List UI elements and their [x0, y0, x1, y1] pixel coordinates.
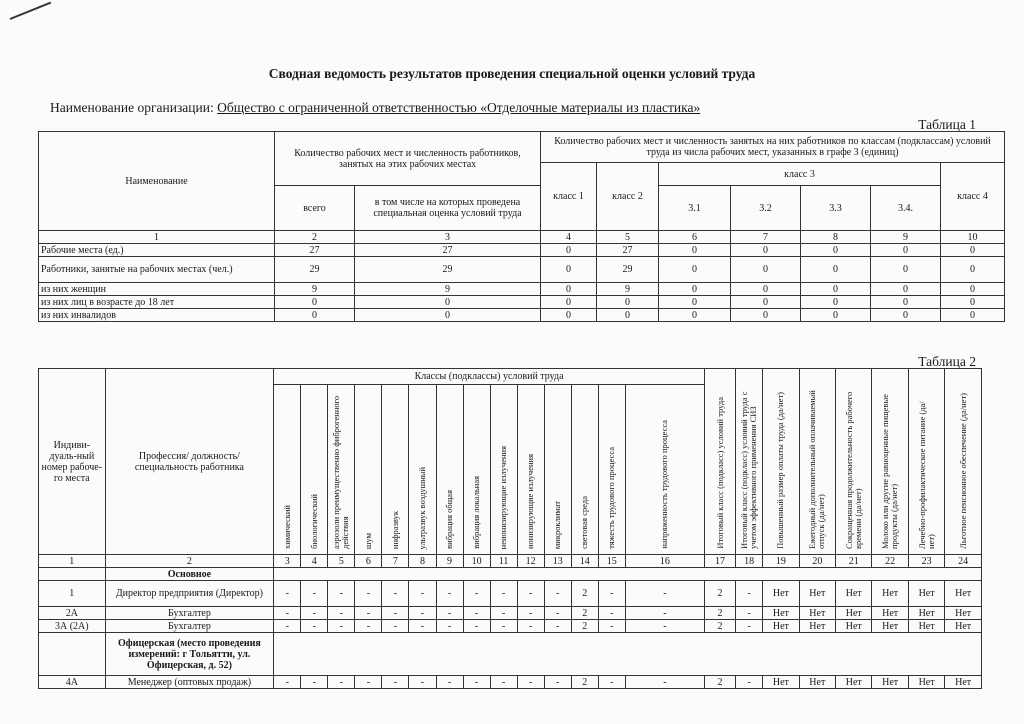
cell-value: 0	[659, 283, 731, 296]
cell-value: 0	[731, 296, 801, 309]
cell-value: Нет	[908, 620, 944, 633]
cell-value: 0	[355, 296, 541, 309]
table2-label: Таблица 2	[918, 354, 976, 369]
t1-header-total: всего	[275, 186, 355, 231]
cell-value: Нет	[908, 607, 944, 620]
cell-value: Нет	[799, 620, 835, 633]
cell-value: -	[301, 581, 328, 607]
vert-header: ионизирующие излучения	[517, 385, 544, 555]
t1-header-sub-3-2: 3.2	[731, 186, 801, 231]
cell-value: -	[328, 620, 355, 633]
cell-value: 0	[871, 296, 941, 309]
column-number: 7	[731, 231, 801, 244]
t1-header-class1: класс 1	[541, 163, 597, 231]
column-number: 3	[274, 555, 301, 568]
workplace-table	[38, 368, 982, 689]
cell-value: 0	[541, 257, 597, 283]
cell-value: -	[598, 620, 625, 633]
t2-header-id: Индиви-дуаль-ный номер рабоче-го места	[39, 369, 106, 555]
cell-value: 0	[659, 309, 731, 322]
t1-column-numbers	[39, 231, 1005, 244]
vert-header: напряженность трудового процесса	[625, 385, 704, 555]
cell-value: 0	[275, 296, 355, 309]
cell-value: -	[598, 676, 625, 689]
cell-value: 0	[801, 244, 871, 257]
cell-value: 2	[571, 607, 598, 620]
cell-value: -	[436, 581, 463, 607]
column-number: 8	[801, 231, 871, 244]
cell-value: 9	[275, 283, 355, 296]
column-number: 2	[275, 231, 355, 244]
row-label: Рабочие места (ед.)	[39, 244, 275, 257]
cell-value: 0	[659, 257, 731, 283]
cell-value: 0	[801, 296, 871, 309]
column-number: 5	[328, 555, 355, 568]
cell-value: Нет	[763, 581, 799, 607]
cell-value: 0	[941, 257, 1005, 283]
t2-column-numbers	[39, 555, 982, 568]
column-number: 1	[39, 231, 275, 244]
t2-vert-header: Повышенный размер оплаты труда (да/нет)	[763, 369, 799, 555]
t2-section-main: Основное	[105, 568, 274, 581]
cell-value: -	[463, 581, 490, 607]
cell-value: 9	[355, 283, 541, 296]
cell-value: Нет	[872, 620, 908, 633]
row-label: из них лиц в возрасте до 18 лет	[39, 296, 275, 309]
cell-value: -	[382, 676, 409, 689]
t2-vert-header: Ежегодный дополнительный оплачиваемый отпуск (да/нет)	[799, 369, 835, 555]
column-number: 17	[704, 555, 735, 568]
cell-value: -	[544, 620, 571, 633]
t1-body	[39, 244, 1005, 322]
cell-value: -	[490, 620, 517, 633]
cell-value: Нет	[945, 620, 982, 633]
column-number: 10	[941, 231, 1005, 244]
cell-value: 0	[275, 309, 355, 322]
cell-value: Нет	[836, 620, 872, 633]
cell-value: -	[544, 676, 571, 689]
cell-value: 29	[275, 257, 355, 283]
cell-value: Нет	[872, 581, 908, 607]
summary-table	[38, 131, 1005, 322]
cell-value: -	[436, 620, 463, 633]
cell-value: -	[517, 581, 544, 607]
cell-value: -	[517, 620, 544, 633]
vert-header: тяжесть трудового процесса	[598, 385, 625, 555]
cell-value: 2	[571, 676, 598, 689]
cell-value: -	[409, 581, 436, 607]
vert-header: ультразвук воздушный	[409, 385, 436, 555]
cell-value: -	[301, 620, 328, 633]
cell-value: 0	[541, 296, 597, 309]
cell-value: 0	[659, 296, 731, 309]
cell-value: 27	[597, 244, 659, 257]
organization-label: Наименование организации:	[50, 100, 214, 115]
column-number: 1	[39, 555, 106, 568]
t1-header-class2: класс 2	[597, 163, 659, 231]
cell-value: 27	[275, 244, 355, 257]
column-number: 4	[301, 555, 328, 568]
column-number: 23	[908, 555, 944, 568]
cell-value: -	[736, 607, 763, 620]
cell-value: Нет	[945, 581, 982, 607]
profession: Бухгалтер	[105, 620, 274, 633]
vert-header: инфразвук	[382, 385, 409, 555]
t1-header-class3: класс 3	[659, 163, 941, 186]
cell-value: -	[544, 607, 571, 620]
table-row	[39, 283, 1005, 296]
t1-header-class4: класс 4	[941, 163, 1005, 231]
table-row	[39, 676, 982, 689]
cell-value: Нет	[836, 607, 872, 620]
column-number: 9	[871, 231, 941, 244]
column-number: 14	[571, 555, 598, 568]
table-row	[39, 620, 982, 633]
vert-header: микроклимат	[544, 385, 571, 555]
cell-value: -	[436, 607, 463, 620]
cell-value: 9	[597, 283, 659, 296]
cell-value: 2	[704, 581, 735, 607]
cell-value: 29	[355, 257, 541, 283]
cell-value: -	[736, 676, 763, 689]
cell-value: -	[463, 676, 490, 689]
cell-value: -	[355, 620, 382, 633]
column-number: 18	[736, 555, 763, 568]
cell-value: -	[598, 607, 625, 620]
cell-value: 2	[704, 676, 735, 689]
cell-value: 0	[731, 283, 801, 296]
cell-value: Нет	[872, 676, 908, 689]
column-number: 12	[517, 555, 544, 568]
table-row	[39, 581, 982, 607]
column-number: 21	[836, 555, 872, 568]
cell-value: -	[517, 607, 544, 620]
cell-value: -	[274, 676, 301, 689]
t1-header-name: Наименование	[39, 132, 275, 231]
cell-value: -	[409, 620, 436, 633]
cell-value: Нет	[836, 581, 872, 607]
column-number: 8	[409, 555, 436, 568]
cell-value: Нет	[799, 607, 835, 620]
cell-value: 0	[871, 283, 941, 296]
cell-value: -	[328, 581, 355, 607]
cell-value: -	[517, 676, 544, 689]
cell-value: Нет	[799, 581, 835, 607]
cell-value: -	[274, 620, 301, 633]
t1-header-sub-3-1: 3.1	[659, 186, 731, 231]
cell-value: 0	[541, 244, 597, 257]
table-row	[39, 309, 1005, 322]
t2-vert-header: Льготное пенсионное обеспечение (да/нет)	[945, 369, 982, 555]
column-number: 6	[355, 555, 382, 568]
column-number: 11	[490, 555, 517, 568]
cell-value: Нет	[945, 607, 982, 620]
cell-value: -	[274, 581, 301, 607]
vert-header: вибрация общая	[436, 385, 463, 555]
column-number: 4	[541, 231, 597, 244]
cell-value: -	[382, 581, 409, 607]
t2-vert-header: Лечебно-профилактическое питание (да/нет)	[908, 369, 944, 555]
cell-value: 27	[355, 244, 541, 257]
pen-stroke-mark	[10, 2, 52, 20]
profession: Менеджер (оптовых продаж)	[105, 676, 274, 689]
cell-value: -	[382, 607, 409, 620]
vert-header: вибрация локальная	[463, 385, 490, 555]
cell-value: -	[355, 607, 382, 620]
cell-value: -	[355, 581, 382, 607]
cell-value: -	[625, 607, 704, 620]
t1-header-count: Количество рабочих мест и численность работников, занятых на этих рабочих местах	[275, 132, 541, 186]
cell-value: Нет	[872, 607, 908, 620]
t1-header-classes: Количество рабочих мест и численность занятых на них работников по классам (подклассам) условий труда из числа рабочих мест, указанных в графе 3 (единиц)	[541, 132, 1005, 163]
cell-value: Нет	[763, 620, 799, 633]
cell-value: -	[736, 620, 763, 633]
column-number: 2	[105, 555, 274, 568]
vert-header: шум	[355, 385, 382, 555]
t1-header-assessed: в том числе на которых проведена специальная оценка условий труда	[355, 186, 541, 231]
cell-value: -	[625, 581, 704, 607]
row-label: из них инвалидов	[39, 309, 275, 322]
t2-section-oficerskaya: Офицерская (место проведения измерений: г Тольятти, ул. Офицерская, д. 52)	[105, 633, 274, 676]
cell-value: -	[436, 676, 463, 689]
column-number: 3	[355, 231, 541, 244]
t1-header-sub-3-4: 3.4.	[871, 186, 941, 231]
cell-value: -	[490, 607, 517, 620]
cell-value: -	[301, 676, 328, 689]
t2-vert-header: Итоговый класс (подкласс) условий труда	[704, 369, 735, 555]
cell-value: -	[490, 581, 517, 607]
cell-value: 2	[571, 620, 598, 633]
cell-value: -	[625, 676, 704, 689]
cell-value: -	[625, 620, 704, 633]
vert-header: аэрозоли преимущественно фиброгенного действия	[328, 385, 355, 555]
cell-value: 0	[941, 296, 1005, 309]
cell-value: -	[736, 581, 763, 607]
cell-value: -	[328, 676, 355, 689]
cell-value: 0	[871, 309, 941, 322]
row-label: Работники, занятые на рабочих местах (чел.)	[39, 257, 275, 283]
cell-value: -	[598, 581, 625, 607]
column-number: 6	[659, 231, 731, 244]
column-number: 15	[598, 555, 625, 568]
cell-value: Нет	[763, 607, 799, 620]
t2-body-2	[39, 676, 982, 689]
cell-value: 2	[704, 620, 735, 633]
profession: Директор предприятия (Директор)	[105, 581, 274, 607]
cell-value: -	[463, 620, 490, 633]
cell-value: 2	[704, 607, 735, 620]
column-number: 24	[945, 555, 982, 568]
cell-value: -	[463, 607, 490, 620]
cell-value: -	[328, 607, 355, 620]
cell-value: 0	[941, 309, 1005, 322]
t2-header-profession: Профессия/ должность/ специальность работника	[105, 369, 274, 555]
column-number: 7	[382, 555, 409, 568]
t2-vert-header: Итоговый класс (подкласс) условий труда с учетом эффективного применения СИЗ	[736, 369, 763, 555]
vert-header: биологический	[301, 385, 328, 555]
cell-value: 0	[659, 244, 731, 257]
cell-value: 0	[801, 309, 871, 322]
workplace-id: 1	[39, 581, 106, 607]
t2-body	[39, 581, 982, 633]
cell-value: 0	[871, 257, 941, 283]
cell-value: 0	[597, 309, 659, 322]
organization-name: Общество с ограниченной ответственностью «Отделочные материалы из пластика»	[217, 100, 701, 115]
column-number: 13	[544, 555, 571, 568]
t2-header-classes: Классы (подклассы) условий труда	[274, 369, 705, 385]
cell-value: -	[355, 676, 382, 689]
cell-value: 0	[941, 283, 1005, 296]
t2-vert-header: Молоко или другие равноценные пищевые продукты (да/нет)	[872, 369, 908, 555]
workplace-id: 2А	[39, 607, 106, 620]
cell-value: Нет	[908, 676, 944, 689]
column-number: 5	[597, 231, 659, 244]
cell-value: 0	[541, 283, 597, 296]
cell-value: Нет	[908, 581, 944, 607]
cell-value: -	[490, 676, 517, 689]
cell-value: Нет	[836, 676, 872, 689]
document-title: Сводная ведомость результатов проведения специальной оценки условий труда	[268, 66, 756, 81]
cell-value: 2	[571, 581, 598, 607]
cell-value: 0	[801, 257, 871, 283]
workplace-id: 3А (2А)	[39, 620, 106, 633]
cell-value: 0	[731, 309, 801, 322]
cell-value: Нет	[799, 676, 835, 689]
cell-value: -	[382, 620, 409, 633]
cell-value: 29	[597, 257, 659, 283]
cell-value: Нет	[945, 676, 982, 689]
column-number: 10	[463, 555, 490, 568]
column-number: 16	[625, 555, 704, 568]
cell-value: 0	[597, 296, 659, 309]
vert-header: световая среда	[571, 385, 598, 555]
vert-header: неионизирующие излучения	[490, 385, 517, 555]
workplace-id: 4А	[39, 676, 106, 689]
vert-header: химический	[274, 385, 301, 555]
cell-value: Нет	[763, 676, 799, 689]
cell-value: 0	[871, 244, 941, 257]
table1-label: Таблица 1	[918, 117, 976, 132]
cell-value: -	[544, 581, 571, 607]
profession: Бухгалтер	[105, 607, 274, 620]
cell-value: 0	[731, 244, 801, 257]
cell-value: 0	[941, 244, 1005, 257]
table-row	[39, 244, 1005, 257]
column-number: 19	[763, 555, 799, 568]
cell-value: 0	[731, 257, 801, 283]
column-number: 22	[872, 555, 908, 568]
organization-line	[50, 100, 700, 116]
table-row	[39, 296, 1005, 309]
column-number: 9	[436, 555, 463, 568]
cell-value: -	[301, 607, 328, 620]
table-row	[39, 607, 982, 620]
cell-value: 0	[801, 283, 871, 296]
t2-vert-header: Сокращенная продолжительность рабочего времени (да/нет)	[836, 369, 872, 555]
row-label: из них женщин	[39, 283, 275, 296]
t1-header-sub-3-3: 3.3	[801, 186, 871, 231]
cell-value: 0	[355, 309, 541, 322]
cell-value: -	[409, 676, 436, 689]
column-number: 20	[799, 555, 835, 568]
cell-value: 0	[541, 309, 597, 322]
table-row	[39, 257, 1005, 283]
cell-value: -	[274, 607, 301, 620]
cell-value: -	[409, 607, 436, 620]
